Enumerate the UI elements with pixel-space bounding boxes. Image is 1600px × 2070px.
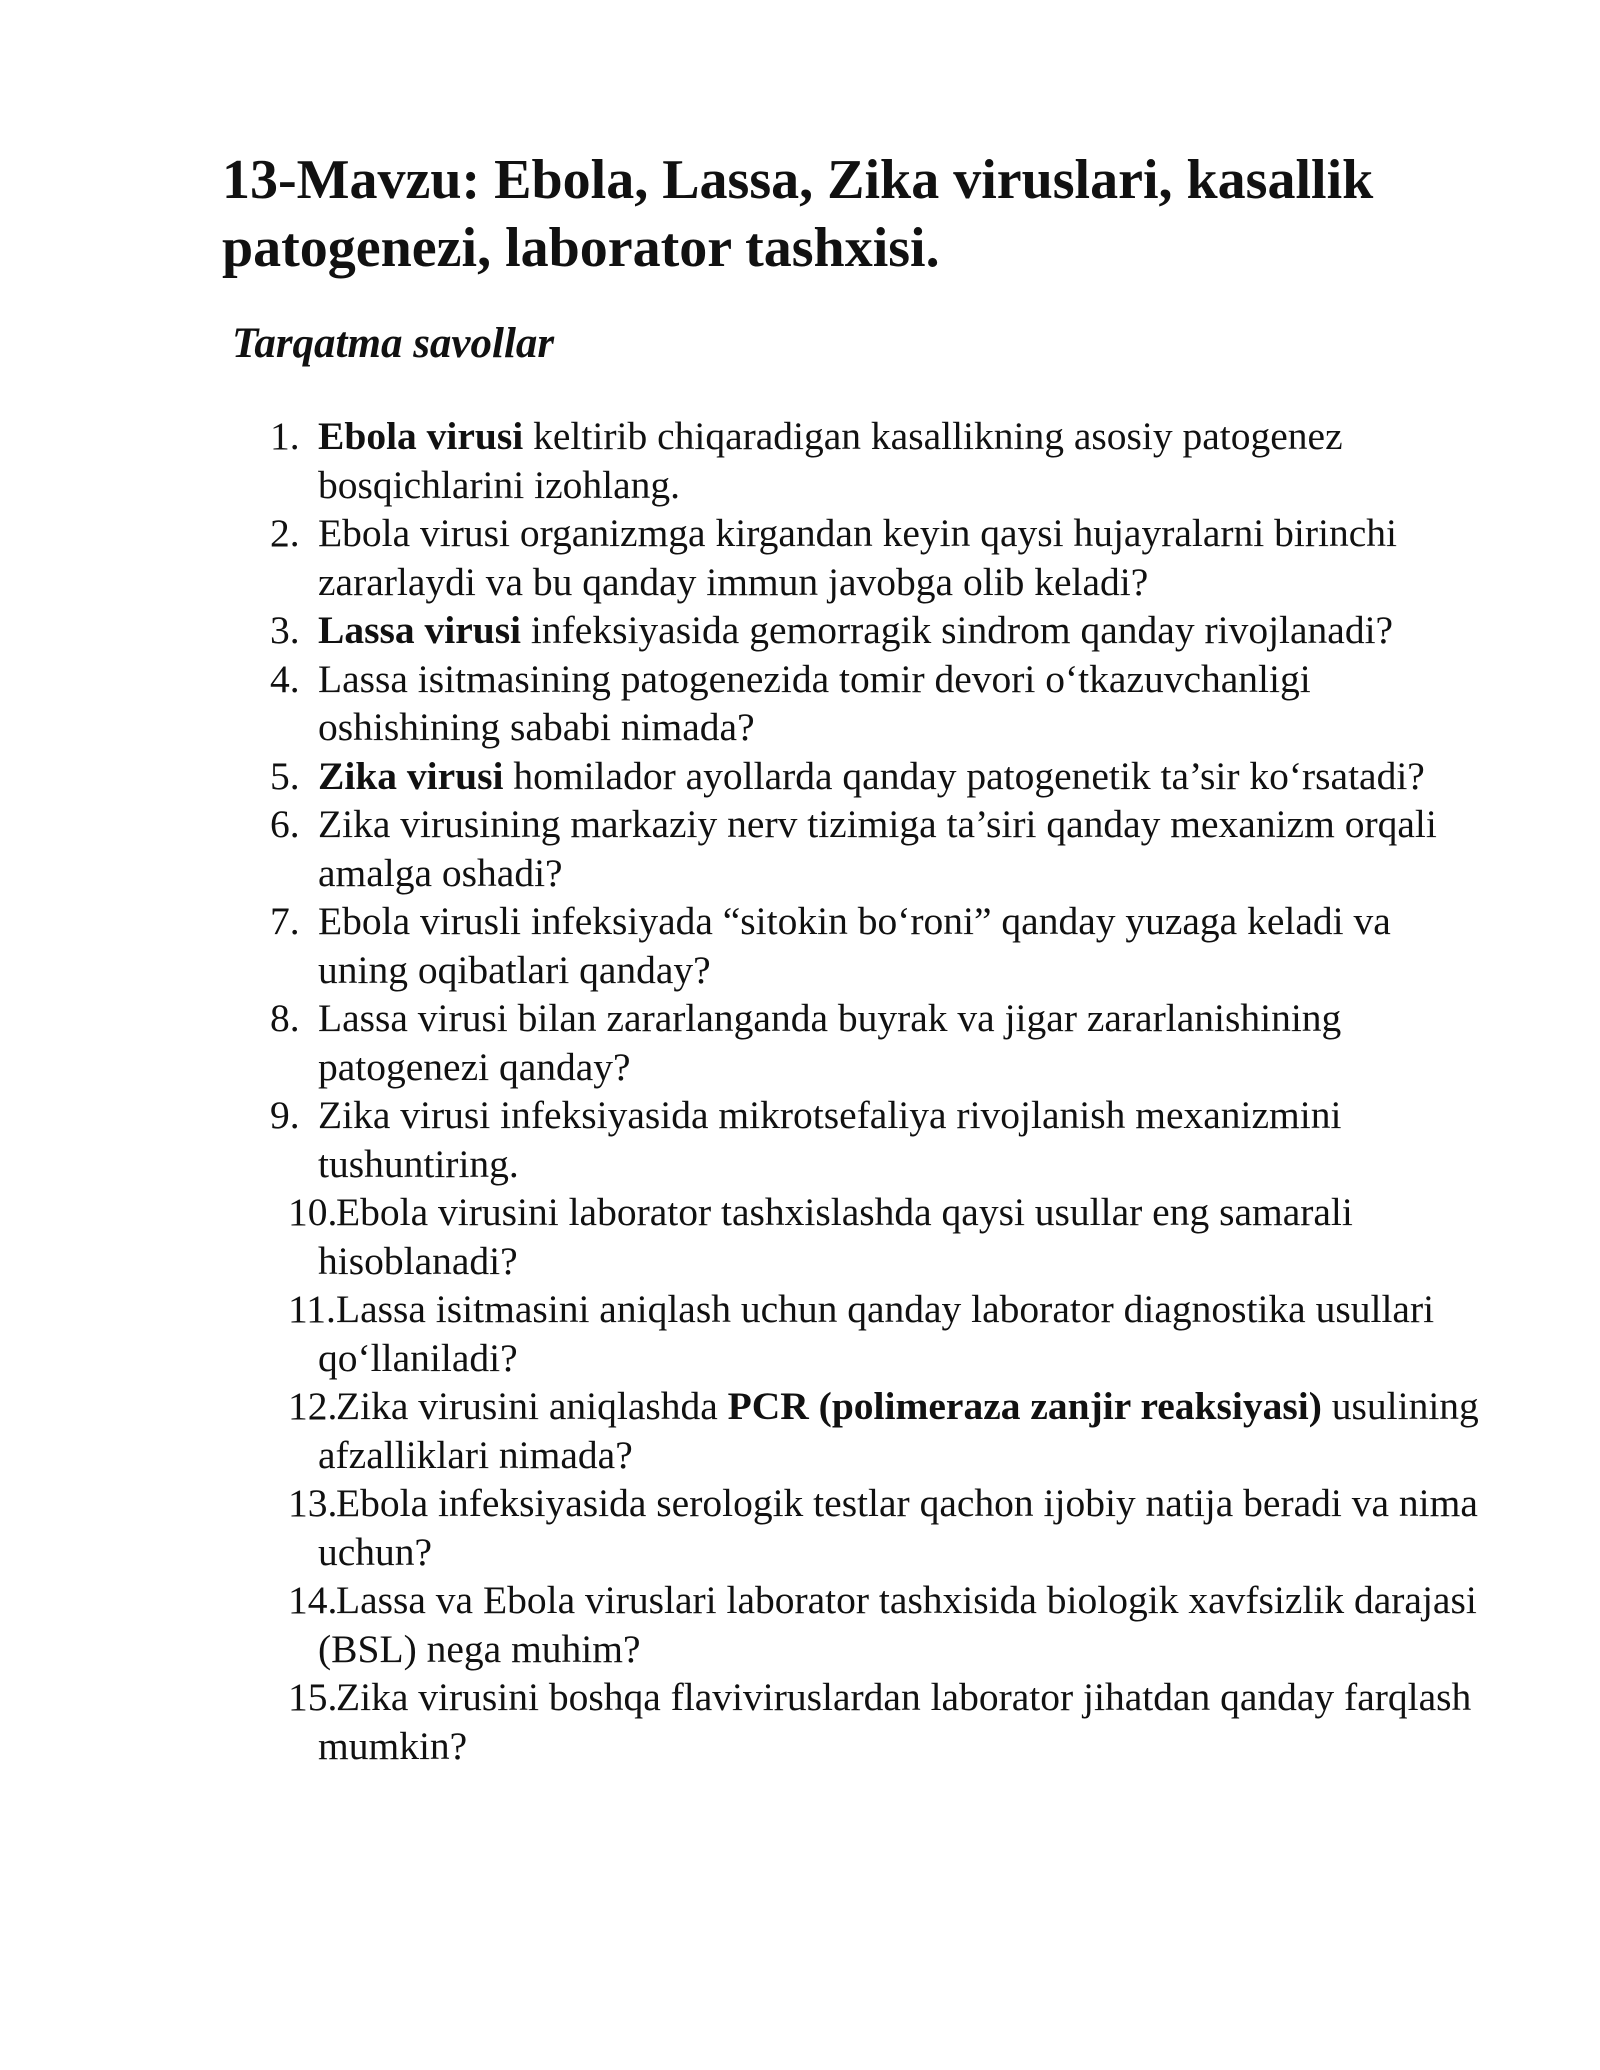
question-item bbox=[0, 1285, 1600, 1382]
question-text: Lassa isitmasining patogenezida tomir devori o‘tkazuvchanligi oshishining sababi nimada? bbox=[318, 656, 1311, 749]
question-text: Ebola infeksiyasida serologik testlar qachon ijobiy natija beradi va nima uchun? bbox=[318, 1481, 1478, 1574]
question-number: 3. bbox=[270, 608, 300, 652]
question-number: 14. bbox=[288, 1578, 338, 1622]
question-number: 15. bbox=[288, 1675, 338, 1719]
question-text: infeksiyasida gemorragik sindrom qanday rivojlanadi? bbox=[521, 608, 1394, 652]
question-number: 13. bbox=[288, 1481, 338, 1525]
question-item bbox=[0, 1479, 1600, 1576]
question-text: Ebola virusi organizmga kirgandan keyin qaysi hujayralarni birinchi zararlaydi va bu qanday immun javobga olib keladi? bbox=[318, 511, 1398, 604]
question-item bbox=[0, 509, 1600, 606]
page-title: 13-Mavzu: Ebola, Lassa, Zika viruslari, kasallik patogenezi, laborator tashxisi. bbox=[222, 149, 1374, 279]
question-item bbox=[0, 655, 1600, 752]
question-number: 4. bbox=[270, 656, 300, 701]
question-number: 7. bbox=[270, 899, 300, 943]
question-bold-term: Zika virusi bbox=[318, 753, 504, 798]
question-text: Zika virusining markaziy nerv tizimiga ta’siri qanday mexanizm orqali amalga oshadi? bbox=[318, 802, 1437, 895]
question-item bbox=[0, 412, 1600, 509]
question-bold-term: Ebola virusi bbox=[318, 414, 524, 458]
question-number: 6. bbox=[270, 802, 300, 846]
question-number: 2. bbox=[270, 511, 300, 555]
question-item bbox=[0, 994, 1600, 1091]
question-item bbox=[0, 1673, 1600, 1770]
question-item bbox=[0, 606, 1600, 655]
question-number: 9. bbox=[270, 1093, 300, 1137]
question-text: Ebola virusli infeksiyada “sitokin bo‘roni” qanday yuzaga keladi va uning oqibatlari qanday? bbox=[318, 899, 1391, 992]
question-number: 5. bbox=[270, 753, 300, 798]
question-number: 12. bbox=[288, 1384, 338, 1428]
question-number: 1. bbox=[270, 414, 300, 458]
question-number: 11. bbox=[288, 1287, 336, 1331]
question-text: homilador ayollarda qanday patogenetik ta’sir ko‘rsatadi? bbox=[503, 753, 1425, 798]
question-text: keltirib chiqaradigan kasallikning asosiy patogenez bosqichlarini izohlang. bbox=[318, 414, 1343, 507]
question-text-prefix: Zika virusini aniqlashda bbox=[336, 1384, 728, 1428]
question-list bbox=[0, 412, 1600, 1770]
question-item bbox=[0, 897, 1600, 994]
question-bold-term: Lassa virusi bbox=[318, 608, 522, 652]
question-text: Lassa isitmasini aniqlash uchun qanday laborator diagnostika usullari qo‘llaniladi? bbox=[318, 1287, 1435, 1380]
question-item bbox=[0, 1091, 1600, 1188]
question-bold-term: PCR (polimeraza zanjir reaksiyasi) bbox=[727, 1384, 1322, 1428]
question-item bbox=[0, 1576, 1600, 1673]
question-text: Ebola virusini laborator tashxislashda qaysi usullar eng samarali hisoblanadi? bbox=[318, 1190, 1353, 1283]
question-number: 10. bbox=[288, 1190, 338, 1234]
question-number: 8. bbox=[270, 996, 300, 1040]
question-text: Lassa virusi bilan zararlanganda buyrak va jigar zararlanishining patogenezi qanday? bbox=[318, 996, 1342, 1089]
page-subtitle: Tarqatma savollar bbox=[232, 320, 555, 367]
question-item bbox=[0, 1382, 1600, 1479]
question-text: Zika virusini boshqa flaviviruslardan laborator jihatdan qanday farqlash mumkin? bbox=[318, 1675, 1472, 1768]
question-text: Lassa va Ebola viruslari laborator tashxisida biologik xavfsizlik darajasi (BSL) nega muhim? bbox=[318, 1578, 1477, 1671]
question-item bbox=[0, 800, 1600, 897]
question-item bbox=[0, 1188, 1600, 1285]
question-item bbox=[0, 752, 1600, 801]
question-text: usulining afzalliklari nimada? bbox=[318, 1384, 1479, 1477]
question-text: Zika virusi infeksiyasida mikrotsefaliya rivojlanish mexanizmini tushuntiring. bbox=[318, 1093, 1342, 1186]
